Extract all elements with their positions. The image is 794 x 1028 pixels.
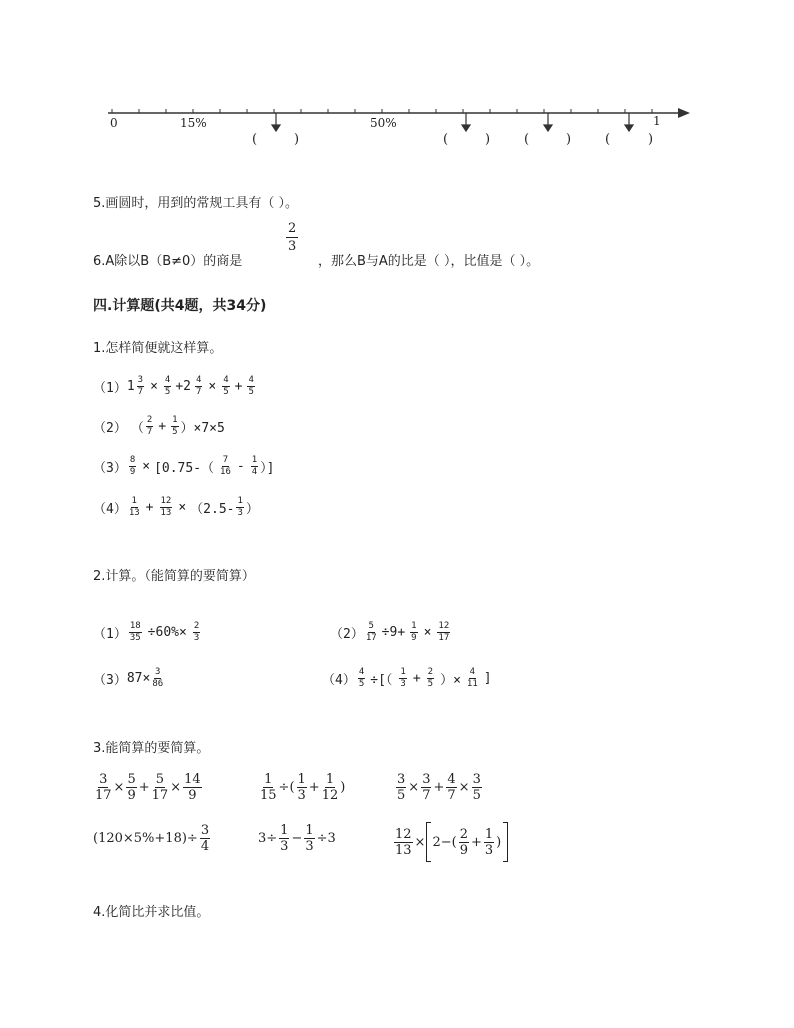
tick-label-15: 15% [180,116,207,130]
problem-3-expr-2: $\frac{1}{15}$ ÷( $\frac{1}{3}$ + $\frac{1}{12}$ ) [260,772,346,803]
section-4-title: 四.计算题(共4题，共34分) [93,298,267,314]
blank-paren: ) [485,132,491,147]
blank-paren: ) [648,132,654,147]
blank-paren: ) [294,132,300,147]
problem-3-expr-5: 3÷ $\frac{1}{3}$ − $\frac{1}{3}$ ÷3 [258,823,336,854]
problem-2-item-4: （4） $\frac{4}{5}$ ÷[（ $\frac{1}{3}$ + $\frac{2}{5}$ ）× $\frac{4}{11}$ ] [322,667,492,689]
problem-1-item-1: （1） 1 $\frac{3}{7}$ × $\frac{4}{5}$ +2 $\frac{4}{7}$ × $\frac{4}{5}$ + $\frac{4}{5}$ [93,375,254,397]
question-6-fraction: 2 3 [288,221,297,254]
question-5: 5.画圆时，用到的常规工具有（ ）。 [93,196,299,211]
blank-paren: ( [605,132,611,147]
problem-3-expr-6: $\frac{12}{13}$ × 2−( $\frac{2}{9}$ + $\frac{1}{3}$ ) [392,822,508,862]
question-6-suffix: ，那么B与A的比是（ ），比值是（ ）。 [318,254,540,269]
problem-2-item-2: （2） $\frac{5}{17}$ ÷9+ $\frac{1}{9}$ × $\frac{12}{17}$ [330,621,450,643]
problem-3-expr-1: $\frac{3}{17}$ × $\frac{5}{9}$ + $\frac{5}{17}$ × $\frac{14}{9}$ [95,772,201,803]
problem-3-expr-3: $\frac{3}{5}$ × $\frac{3}{7}$ + $\frac{4}{7}$ × $\frac{3}{5}$ [397,772,481,803]
problem-1-item-4: （4） $\frac{1}{13}$ + $\frac{12}{13}$ × （2.5- $\frac{1}{3}$ ） [93,496,259,518]
problem-3-title: 3.能简算的要简算。 [93,741,210,756]
problem-1-item-2: （2） （ $\frac{2}{7}$ + $\frac{1}{5}$ ）×7×5 [93,415,225,437]
problem-2-item-1: （1） $\frac{18}{35}$ ÷60%× $\frac{2}{3}$ [93,621,200,643]
blank-paren: ( [524,132,530,147]
blank-paren: ) [566,132,572,147]
problem-1-item-3: （3） $\frac{8}{9}$ × [0.75-（ $\frac{7}{16}$ - $\frac{1}{4}$ ）] [93,455,275,477]
problem-4-title: 4.化简比并求比值。 [93,905,210,920]
problem-2-title: 2.计算。（能简算的要简算） [93,569,255,584]
question-6-prefix: 6.A除以B（B≠0）的商是 [93,254,243,269]
tick-label-1: 1 [653,114,661,128]
problem-1-title: 1.怎样简便就这样算。 [93,341,223,356]
problem-2-item-3: （3） 87× $\frac{3}{86}$ [93,667,164,689]
problem-3-expr-4: (120×5%+18)÷ $\frac{3}{4}$ [93,823,210,854]
blank-paren: ( [443,132,449,147]
blank-paren: ( [252,132,258,147]
tick-label-0: 0 [110,116,118,130]
tick-label-50: 50% [370,116,397,130]
